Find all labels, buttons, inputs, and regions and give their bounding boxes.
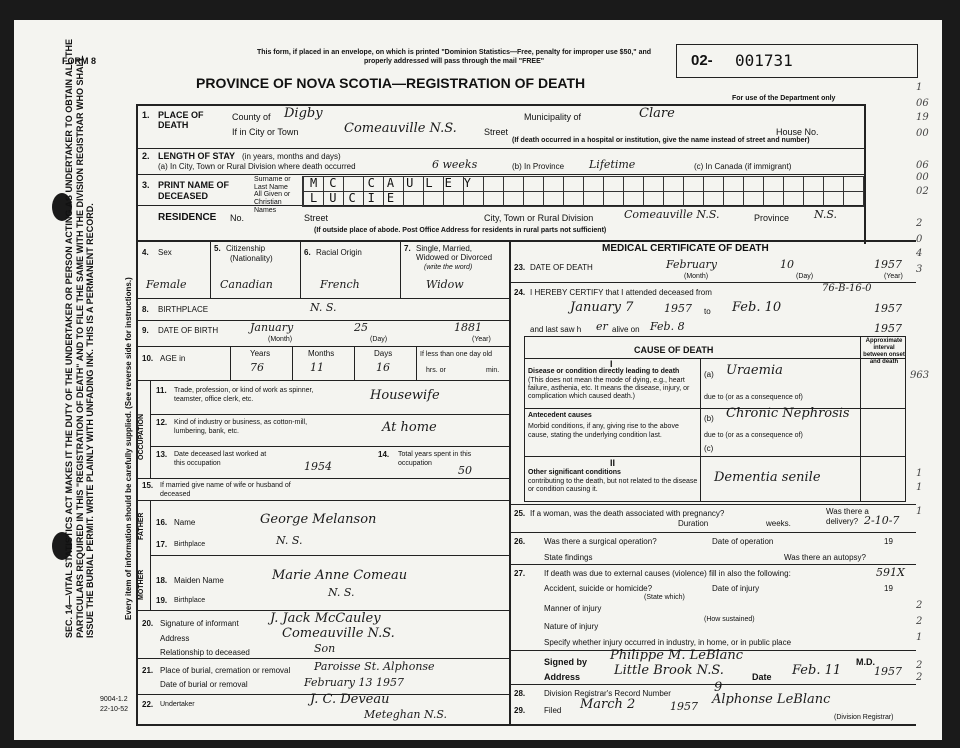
injury-date-label: Date of injury	[712, 584, 760, 593]
q20-label: Signature of informant	[160, 619, 239, 628]
stay-b-value: Lifetime	[589, 158, 636, 171]
margin-mark: 2	[916, 600, 923, 611]
occupation-side-label: OCCUPATION	[138, 413, 145, 460]
cause-title: CAUSE OF DEATH	[634, 345, 714, 355]
margin-mark: 2	[916, 660, 923, 671]
informant-address: Comeauville N.S.	[282, 626, 395, 641]
informant-signature: J. Jack McCauley	[270, 611, 381, 626]
residence-no-label: No.	[230, 213, 245, 223]
margin-mark: 4	[916, 248, 923, 259]
delivery-label: Was there a delivery?	[826, 507, 869, 526]
stay-a-label: (a) In City, Town or Rural Division where death occurred	[158, 162, 356, 171]
last-seen-date: Feb. 8	[650, 320, 685, 333]
q3-num: 3.	[142, 180, 150, 190]
direct-cause-note: (This does not mean the mode of dying, e.g., heart failure, asthenia, etc. It means the disease, injury, or complication which caused death.)	[528, 377, 690, 400]
q18-num: 18.	[156, 576, 168, 585]
q1-label: PLACE OF DEATH	[158, 110, 204, 130]
margin-mark: 06	[916, 98, 929, 109]
q26-num: 26.	[514, 537, 526, 546]
part-one-label: I	[610, 359, 613, 369]
last-seen-suffix: er	[596, 320, 608, 333]
due-to-label-1: due to (or as a consequence of)	[704, 394, 803, 401]
age-months: 11	[310, 361, 324, 374]
dob-day-label: (Day)	[370, 336, 388, 343]
days-label: Days	[374, 349, 393, 358]
attended-from: January 7	[570, 300, 634, 315]
q25-label: If a woman, was the death associated with pregnancy?	[530, 509, 725, 518]
q25-num: 25.	[514, 509, 526, 518]
months-label: Months	[308, 349, 335, 358]
q21-label: Place of burial, cremation or removal	[160, 666, 291, 675]
q4-num: 4.	[142, 248, 149, 257]
municipality-value: Clare	[639, 106, 675, 121]
age-years: 76	[250, 361, 264, 374]
residence-province-value: N.S.	[814, 208, 838, 221]
undertaker-name: J. C. Deveau	[310, 692, 390, 707]
q13-num: 13.	[156, 450, 168, 459]
registrar-signature: Alphonse LeBlanc	[712, 692, 831, 707]
filed-year: 1957	[670, 700, 698, 713]
burial-place: Paroisse St. Alphonse	[314, 660, 435, 673]
form-code: 9004-1.2	[100, 696, 128, 703]
mother-maiden-name: Marie Anne Comeau	[272, 568, 408, 583]
q12-label: Kind of industry or business, as cotton-mill, lumbering, bank, etc.	[174, 419, 308, 435]
q11-label: Trade, profession, or kind of work as spinner, teamster, office clerk, etc.	[174, 387, 314, 403]
burial-date: February 13 1957	[304, 676, 404, 689]
operation-date-label: Date of operation	[712, 537, 774, 546]
attended-to-label: to	[704, 307, 711, 316]
nature-label: Nature of injury	[544, 622, 599, 631]
house-label: House No.	[776, 127, 819, 137]
q17-num: 17.	[156, 540, 168, 549]
dob-label: DATE OF BIRTH	[158, 326, 219, 335]
street-label: Street	[484, 127, 509, 137]
residence-note: (If outside place of abode. Post Office Address for residents in rural parts not sufficient)	[314, 227, 607, 234]
physician-signature: Philippe M. LeBlanc	[610, 648, 744, 663]
margin-mark: 0	[916, 234, 923, 245]
birthplace-value: N. S.	[310, 301, 337, 314]
min-label: min.	[486, 367, 500, 374]
form-date: 22-10-52	[100, 706, 129, 713]
physician-date-label: Date	[752, 672, 772, 682]
q20-num: 20.	[142, 619, 154, 628]
age-days: 16	[376, 361, 390, 374]
burial-date-label: Date of burial or removal	[160, 680, 248, 689]
marital-sub: (write the word)	[424, 264, 473, 271]
signed-by-label: Signed by	[544, 657, 588, 667]
registration-number-box	[676, 44, 918, 78]
q14-num: 14.	[378, 450, 390, 459]
q9-num: 9.	[142, 326, 149, 335]
dob-month-label: (Month)	[268, 336, 293, 343]
q27-label: If death was due to external causes (violence) fill in also the following:	[544, 569, 791, 578]
margin-mark: 1	[916, 82, 923, 93]
q28-num: 28.	[514, 689, 526, 698]
manner-label: Manner of injury	[544, 604, 602, 613]
margin-mark: 1	[916, 506, 923, 517]
reg-number: 001731	[735, 51, 793, 70]
q7-num: 7.	[404, 244, 411, 253]
other-conditions-value: Dementia senile	[714, 470, 821, 485]
q28-label: Division Registrar's Record Number	[544, 689, 671, 698]
death-date-label: DATE OF DEATH	[530, 263, 593, 272]
physician-address-label: Address	[544, 672, 581, 682]
q2-num: 2.	[142, 151, 150, 161]
q12-value: At home	[382, 420, 437, 435]
interval-header: Approximate interval between onset and death	[863, 338, 905, 365]
industry-label: Specify whether injury occurred in industry, in home, or in public place	[544, 638, 792, 647]
birthplace-label: BIRTHPLACE	[158, 305, 209, 314]
injury-year-prefix: 19	[884, 584, 893, 593]
sex-value: Female	[146, 278, 187, 291]
dob-day: 25	[354, 321, 368, 334]
antecedent-note: Morbid conditions, if any, giving rise to the above cause, stating the underlying condition last.	[528, 423, 679, 439]
cause-c-label: (c)	[704, 444, 714, 453]
due-to-label-2: due to (or as a consequence of)	[704, 432, 803, 439]
q16-label: Name	[174, 518, 196, 527]
q2-sub: (in years, months and days)	[242, 152, 341, 161]
death-year-label: (Year)	[884, 273, 903, 280]
q19-label: Birthplace	[174, 597, 206, 604]
last-seen-year: 1957	[874, 322, 902, 335]
dob-month: January	[250, 321, 294, 334]
death-year: 1957	[874, 258, 902, 271]
margin-mark: 2	[916, 218, 923, 229]
physician-year: 1957	[874, 665, 902, 678]
q22-num: 22.	[142, 700, 154, 709]
physician-date: Feb. 11	[792, 663, 842, 678]
margin-mark: 3	[916, 264, 923, 275]
county-value: Digby	[284, 106, 323, 121]
dob-year-label: (Year)	[472, 336, 491, 343]
age-label: AGE in	[160, 354, 186, 363]
city-value: Comeauville N.S.	[344, 121, 457, 136]
certify-label: I HEREBY CERTIFY that I attended deceased from	[530, 288, 712, 297]
hospital-note: (If death occurred in a hospital or institution, give the name instead of street and number)	[512, 137, 810, 144]
q24-num: 24.	[514, 288, 526, 297]
racial-label: Racial Origin	[316, 248, 362, 257]
stay-b-label: (b) In Province	[512, 162, 565, 171]
racial-value: French	[320, 278, 360, 291]
residence-label: RESIDENCE	[158, 212, 217, 223]
q8-num: 8.	[142, 305, 149, 314]
margin-mark: 00	[916, 128, 929, 139]
duration-label: Duration	[678, 519, 709, 528]
q15-num: 15.	[142, 481, 154, 490]
reg-prefix: 02-	[691, 52, 713, 69]
margin-mark: 963	[910, 370, 930, 381]
filed-date: March 2	[580, 697, 636, 712]
residence-street-label: Street	[304, 213, 329, 223]
physician-address: Little Brook N.S.	[614, 663, 724, 678]
sex-label: Sex	[158, 248, 172, 257]
weeks-label: weeks.	[766, 519, 791, 528]
q3-label: PRINT NAME OF DECEASED	[158, 180, 229, 201]
md-label: M.D.	[856, 657, 875, 667]
q21-num: 21.	[142, 666, 154, 675]
findings-label: State findings	[544, 553, 593, 562]
how-label: (How sustained)	[704, 616, 755, 623]
q14-label: Total years spent in this occupation	[398, 451, 472, 467]
relationship-value: Son	[314, 642, 336, 655]
margin-note: Every item of information should be carefully supplied. (See reverse side for instructions.)	[124, 277, 133, 620]
margin-mark: 2	[916, 616, 923, 627]
q29-num: 29.	[514, 706, 526, 715]
margin-mark: 1	[916, 482, 923, 493]
dept-use: For use of the Department only	[732, 95, 836, 102]
q17-label: Birthplace	[174, 541, 206, 548]
q12-num: 12.	[156, 418, 168, 427]
attended-to: Feb. 10	[732, 300, 782, 315]
record-number: 9	[714, 680, 723, 695]
part-two-label: II	[610, 458, 616, 468]
city-label: If in City or Town	[232, 127, 299, 137]
residence-city-label: City, Town or Rural Division	[484, 213, 594, 223]
municipality-label: Municipality of	[524, 112, 582, 122]
father-birthplace: N. S.	[276, 534, 303, 547]
margin-mark: 19	[916, 112, 929, 123]
father-name: George Melanson	[260, 512, 377, 527]
undertaker-place: Meteghan N.S.	[364, 708, 448, 721]
citizenship-label: Citizenship	[226, 244, 266, 253]
last-seen-label: and last saw h	[530, 325, 582, 334]
q13-label: Date deceased last worked at this occupation	[174, 451, 267, 467]
mother-birthplace: N. S.	[328, 586, 355, 599]
cause-b-label: (b)	[704, 414, 714, 423]
form-label: FORM 8	[62, 56, 97, 66]
death-day: 10	[780, 258, 794, 271]
death-month-label: (Month)	[684, 273, 709, 280]
years-label: Years	[250, 349, 271, 358]
cause-b-value: Chronic Nephrosis	[726, 406, 850, 421]
q14-value: 50	[458, 464, 472, 477]
q19-num: 19.	[156, 596, 168, 605]
margin-mark: 1	[916, 468, 923, 479]
margin-mark: 02	[916, 186, 929, 197]
form-title: PROVINCE OF NOVA SCOTIA—REGISTRATION OF DEATH	[196, 75, 586, 91]
citizenship-sub: (Nationality)	[230, 254, 273, 263]
surname-label: Surname or Last Name	[254, 176, 291, 191]
father-side-label: FATHER	[138, 512, 145, 540]
alive-on-label: alive on	[612, 325, 640, 334]
external-code: 591X	[876, 566, 905, 579]
informant-address-label: Address	[160, 634, 190, 643]
q26-label: Was there a surgical operation?	[544, 537, 657, 546]
other-conditions-label: Other significant conditions	[528, 469, 621, 476]
cause-a-value: Uraemia	[726, 363, 783, 378]
marital-value: Widow	[426, 278, 464, 291]
surname-value: MC CAULEY	[310, 176, 484, 190]
q1-num: 1.	[142, 110, 150, 120]
antecedent-label: Antecedent causes	[528, 412, 592, 419]
other-conditions-note: contributing to the death, but not related to the disease or condition causing it.	[528, 478, 698, 493]
hrs-label: hrs. or	[426, 367, 446, 374]
q18-label: Maiden Name	[174, 576, 224, 585]
death-day-label: (Day)	[796, 273, 814, 280]
medical-title: MEDICAL CERTIFICATE OF DEATH	[602, 243, 769, 254]
woman-code: 2-10-7	[864, 514, 900, 527]
operation-year-prefix: 19	[884, 537, 893, 546]
attended-from-year: 1957	[664, 302, 692, 315]
mail-notice: This form, if placed in an envelope, on which is printed "Dominion Statistics—Free, penalty for improper use $50," and properly addressed will pass through the mail "FREE"	[256, 49, 652, 65]
attended-to-year: 1957	[874, 302, 902, 315]
margin-mark: 06	[916, 160, 929, 171]
q11-num: 11.	[156, 386, 167, 395]
q10-num: 10.	[142, 354, 154, 363]
margin-instructions: SEC. 14—VITAL STATISTICS ACT MAKES IT THE DUTY OF THE UNDERTAKER OR PERSON ACTING AS UNDERTAKER TO OBTAIN ALL THE PARTICULARS REQUIRED IN THIS "REGISTRATION OF DEATH" AND TO FILE THE SAME WITH THE DIVISION REGISTRAR WHO SHALL ISSUE THE BURIAL PERMIT. WRITE PLAINLY WITH UNFADING INK. THIS IS A PERMANENT RECORD.	[64, 38, 95, 638]
death-registration-form	[14, 20, 942, 740]
less-day-label: If less than one day old	[420, 351, 492, 358]
county-label: County of	[232, 112, 271, 122]
stay-a-value: 6 weeks	[432, 158, 478, 171]
q6-num: 6.	[304, 248, 311, 257]
marital-label: Single, Married, Widowed or Divorced	[416, 244, 493, 262]
given-value: LUCIE	[310, 191, 407, 205]
q11-value: Housewife	[370, 388, 440, 403]
q2-label: LENGTH OF STAY	[158, 151, 236, 161]
code-note: 76-B-16-0	[822, 283, 872, 294]
residence-province-label: Province	[754, 213, 790, 223]
relationship-label: Relationship to deceased	[160, 648, 250, 657]
registrar-label: (Division Registrar)	[834, 714, 894, 721]
autopsy-label: Was there an autopsy?	[784, 553, 866, 562]
citizenship-value: Canadian	[220, 278, 273, 291]
mother-side-label: MOTHER	[138, 569, 145, 600]
given-label: All Given or Christian Names	[254, 191, 291, 214]
margin-mark: 1	[916, 632, 923, 643]
death-month: February	[666, 258, 717, 271]
margin-mark: 00	[916, 172, 929, 183]
stay-c-label: (c) In Canada (if immigrant)	[694, 162, 792, 171]
filed-label: Filed	[544, 706, 562, 715]
q22-label: Undertaker	[160, 701, 195, 708]
q5-num: 5.	[214, 244, 221, 253]
cause-a-label: (a)	[704, 370, 714, 379]
accident-label: Accident, suicide or homicide?	[544, 584, 653, 593]
dob-year: 1881	[454, 321, 482, 334]
residence-city-value: Comeauville N.S.	[624, 208, 720, 221]
q27-num: 27.	[514, 569, 526, 578]
q23-num: 23.	[514, 263, 526, 272]
direct-cause-label: Disease or condition directly leading to death	[528, 368, 680, 375]
q16-num: 16.	[156, 518, 168, 527]
q13-value: 1954	[304, 460, 332, 473]
q15-label: If married give name of wife or husband of deceased	[160, 482, 291, 498]
which-label: (State which)	[644, 594, 685, 601]
margin-mark: 2	[916, 672, 923, 683]
